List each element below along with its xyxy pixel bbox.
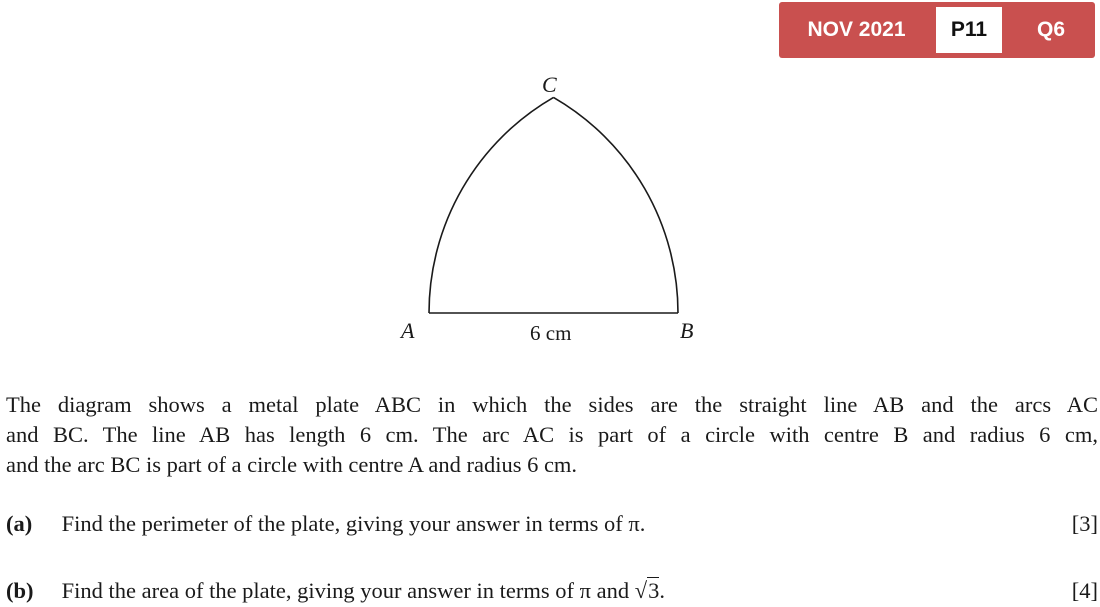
vertex-label-a: A [401, 318, 415, 343]
part-b-text-end: . [659, 578, 665, 603]
vertex-label-b: B [680, 318, 694, 343]
length-label-ab: 6 cm [530, 321, 572, 345]
part-a-marks: [3] [1071, 511, 1098, 536]
part-a-text: Find the perimeter of the plate, giving your answer in terms of π. [61, 511, 646, 536]
badge-session: NOV 2021 [807, 18, 906, 41]
arc-bc [554, 97, 679, 313]
sqrt-expression [635, 576, 660, 606]
question-description [6, 390, 1098, 480]
part-b-text: Find the area of the plate, giving your answer in terms of π and [61, 578, 635, 603]
arc-ac [429, 97, 554, 313]
part-b-marks: [4] [1071, 578, 1098, 603]
question-part-b [6, 576, 1098, 606]
description-line-3: and the arc BC is part of a circle with centre A and radius 6 cm. [6, 452, 578, 477]
part-b-label: (b) [6, 578, 34, 603]
badge-paper: P11 [936, 7, 1002, 53]
description-line-1: The diagram shows a metal plate ABC in which the sides are the straight line AB and the arcs AC [6, 392, 1098, 417]
vertex-label-c: C [542, 72, 557, 97]
sqrt-symbol: √ [634, 578, 648, 603]
part-a-label: (a) [6, 511, 33, 536]
question-part-a [6, 509, 1098, 539]
badge-question: Q6 [1036, 18, 1065, 41]
sqrt-argument: 3 [648, 578, 660, 603]
description-line-2: and BC. The line AB has length 6 cm. The arc AC is part of a circle with centre B and radius 6 cm, [6, 422, 1098, 447]
